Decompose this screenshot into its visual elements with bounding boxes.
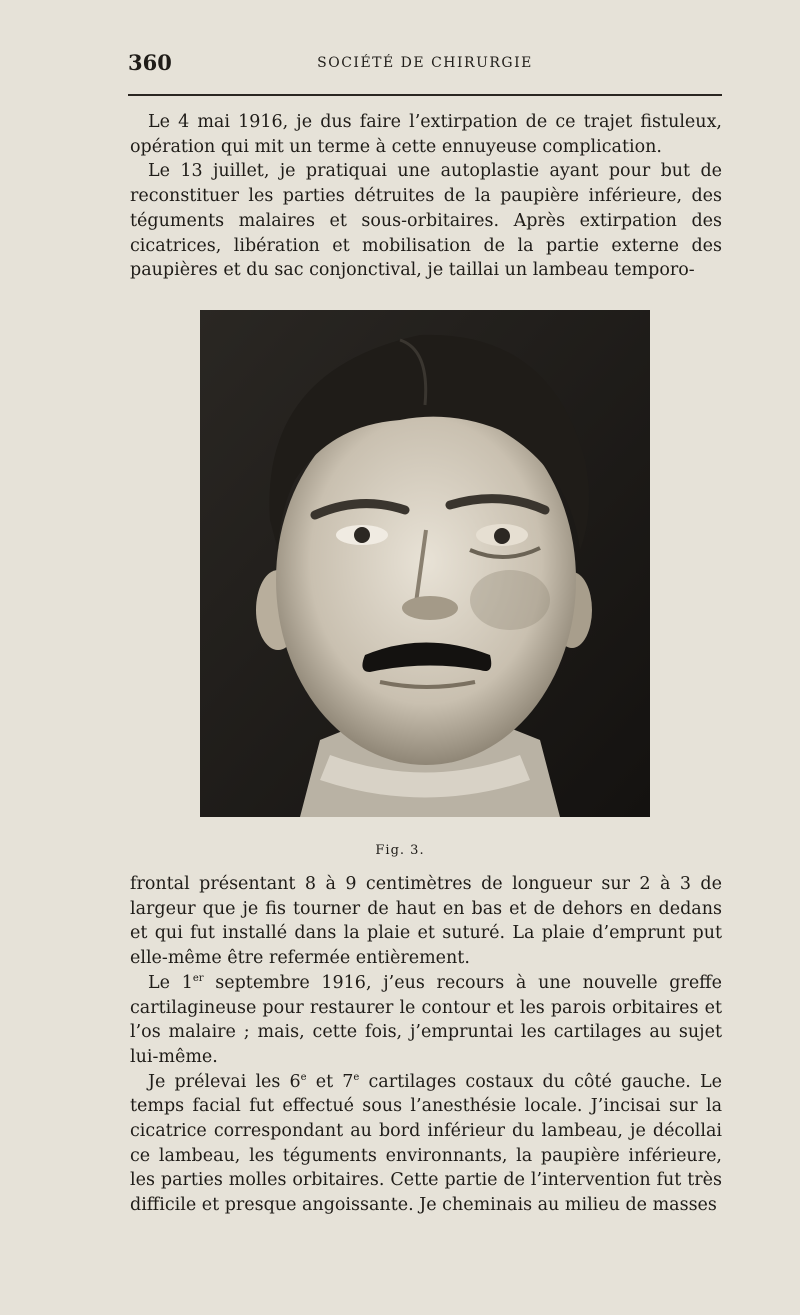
figure-photograph xyxy=(200,310,650,817)
figure-caption: Fig. 3. xyxy=(375,843,425,858)
paragraph-text: cartilages costaux du côté gauche. Le temps facial fut effectué sous l’anesthésie locale. J’incisai sur la cicatrice correspondant au bord inférieur du lambeau, je décollai ce lambeau, les téguments environnants, la paupière inférieure, les parties molles orbitaires. Cette partie de l’intervention fut très difficile et presque angoissante. Je cheminais au milieu de masses xyxy=(130,1071,722,1216)
paragraph: frontal présentant 8 à 9 centimètres de longueur sur 2 à 3 de largeur que je fis tourner de haut en bas et de dehors en dedans et qui fut installé dans la plaie et suturé. La plaie d’emprunt put elle-même être refermée entièrement. xyxy=(130,874,722,969)
page-header xyxy=(128,50,722,80)
paragraph-text: et 7 xyxy=(306,1071,354,1092)
paragraph-text: septembre 1916, j’eus recours à une nouvelle greffe cartilagineuse pour restaurer le contour et les parois orbitaires et l’os malaire ; mais, cette fois, j’empruntai les cartilages au sujet lui-même. xyxy=(130,972,722,1067)
superscript: e xyxy=(353,1071,360,1083)
page-number: 360 xyxy=(128,50,172,75)
header-rule xyxy=(128,94,722,96)
paragraph-text: Je prélevai les 6 xyxy=(148,1071,301,1092)
paragraph-text: Le 1 xyxy=(148,972,193,993)
text-block-top xyxy=(130,110,722,283)
superscript: er xyxy=(192,972,204,984)
paragraph xyxy=(130,971,722,1070)
paragraph: Le 13 juillet, je pratiquai une autoplastie ayant pour but de reconstituer les parties détruites de la paupière inférieure, des téguments malaires et sous-orbitaires. Après extirpation des cicatrices, libération et mobilisation de la partie externe des paupières et du sac conjonctival, je taillai un lambeau temporo- xyxy=(130,161,722,281)
paragraph xyxy=(130,1070,722,1218)
running-head: SOCIÉTÉ DE CHIRURGIE xyxy=(317,55,533,71)
paragraph: Le 4 mai 1916, je dus faire l’extirpation de ce trajet fistuleux, opération qui mit un terme à cette ennuyeuse complication. xyxy=(130,112,722,157)
text-block-bottom xyxy=(130,872,722,1218)
superscript: e xyxy=(300,1071,307,1083)
portrait-photo xyxy=(200,310,650,817)
